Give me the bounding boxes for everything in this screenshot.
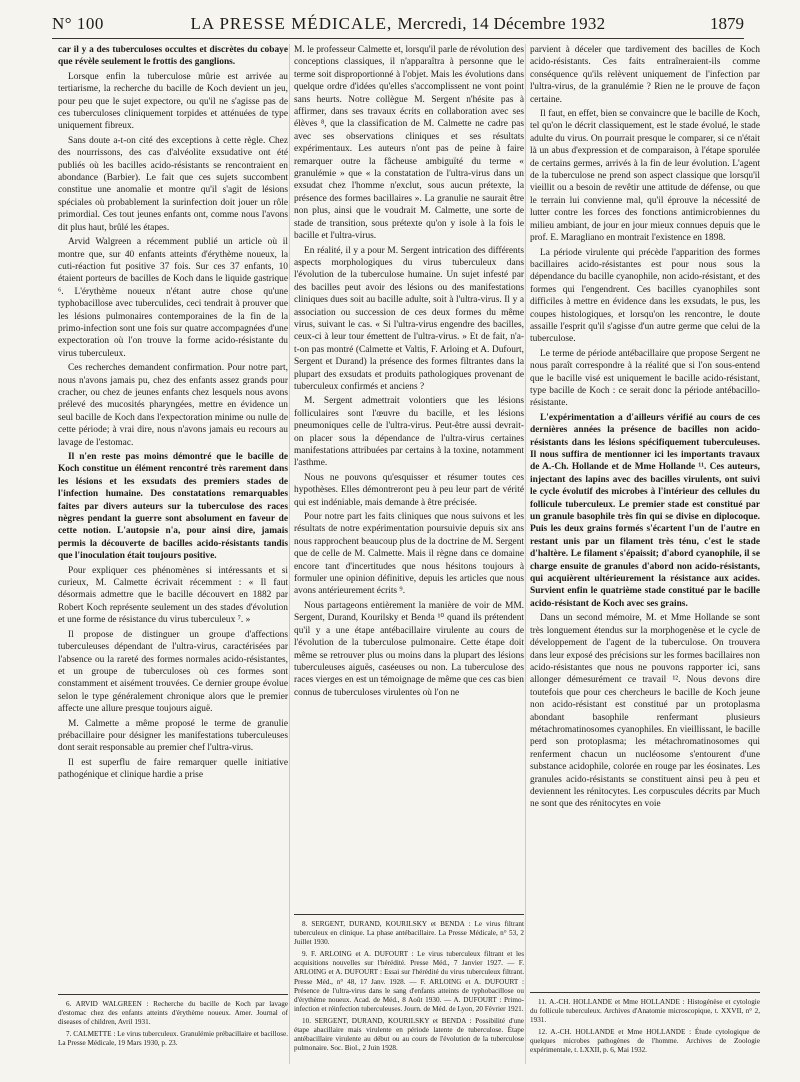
column-3 (530, 44, 760, 813)
footnotes-column-1 (58, 1000, 288, 1051)
footnote: 10. SERGENT, DURAND, KOURILSKY et BENDA : Possibilité d'une étape abacillaire mais virulente en période latente de tuberculose. Étape antébacillaire virulente au début ou au cours de l'évolution de la tuberculose pulmonaire. Soc. Biol., 2 Juin 1928. (294, 1016, 524, 1053)
paragraph: Il propose de distinguer un groupe d'affections tuberculeuses dépendant de l'ultra-virus, caractérisées par l'absence ou la rareté des formes normales acido-résistantes, et un groupe de tuberculoses où ces formes sont constamment et aisément trouvées. Ce dernier groupe évolue selon le type généralement chronique alors que le premier affecte une allure presque toujours aiguë. (58, 629, 288, 715)
column-divider (289, 44, 290, 1064)
paragraph: Ces recherches demandent confirmation. Pour notre part, nous n'avons jamais pu, chez des enfants assez grands pour cracher, ou chez de jeunes enfants chez lesquels nous avons prélevé des mucosités pharyngées, mettre en évidence un seul bacille de Koch dans l'expectoration minime ou nulle de cette période; à vrai dire, nous n'avons jamais eu recours au lavage de l'estomac. (58, 363, 288, 448)
paragraph: Il n'en reste pas moins démontré que le bacille de Koch constitue un élément rencontré très rarement dans les lésions et les exsudats des premiers stades de l'infection humaine. Des constatations remarquables faites par divers auteurs sur la tuberculose des races nègres pendant la guerre sont absolument en faveur de cette notion. L'autopsie n'a, pour ainsi dire, jamais permis la découverte de bacilles acido-résistants tandis que l'inoculation était toujours positive. (58, 452, 288, 562)
paragraph: Pour expliquer ces phénomènes si intéressants et si curieux, M. Calmette écrivait récemment : « Il faut désormais admettre que le bacille découvert en 1882 par Robert Koch représente seulement un des stades d'évolution et une forme de résistance du virus tuberculeux ⁷. » (58, 565, 288, 626)
paragraph: Il est superflu de faire remarquer quelle initiative pathogénique et clinique hardie a prise (58, 757, 288, 781)
footnote: 6. ARVID WALGREEN : Recherche du bacille de Koch par lavage d'estomac chez des enfants atteints d'érythème noueux. Amer. Journal of diseases of children, Avril 1931. (58, 1000, 288, 1027)
paragraph: M. Calmette a même proposé le terme de granulie prébacillaire pour désigner les manifestations tuberculeuses dont serait responsable au premier chef l'ultra-virus. (58, 718, 288, 754)
paragraph: Arvid Walgreen a récemment publié un article où il montre que, sur 40 enfants atteints d'érythème noueux, la cuti-réaction fut positive 37 fois. Sur ces 37 enfants, 10 étaient porteurs de bacilles de Koch dans le liquide gastrique ⁶. L'érythème noueux n'étant autre chose qu'une typhobacillose avec tuberculides, ceci tendrait à prouver que les lésions pulmonaires contemporaines de la fin de la primo-infection sont une fois sur quatre accompagnées d'une expectoration où l'on trouve la forme acido-résistante du virus tuberculeux. (58, 237, 288, 359)
footnotes-column-3 (530, 998, 760, 1059)
footnote: 9. F. ARLOING et A. DUFOURT : Le virus tuberculeux filtrant et les acquisitions nouvelles sur l'hérédité. Presse Méd., 7 Janvier 1927. — F. ARLOING et A. DUFOURT : Essai sur l'hérédité du virus tuberculeux filtrant. Presse Méd., n° 48, 17 Janv. 1928. — F. ARLOING et A. DUFOURT : Présence de l'ultra-virus dans le sang d'enfants atteints de typhobacillose ou d'érythème noueux. Acad. de Méd., 8 Août 1930. — A. DUFOURT : Primo-infection et réinfection tuberculeuses. Journ. de Méd. de Lyon, 20 Février 1921. (294, 950, 524, 1013)
issue-number: N° 100 (52, 14, 104, 33)
paragraph: Sans doute a-t-on cité des exceptions à cette règle. Chez des nourrissons, des cas d'alvéolite exsudative ont été publiés où les bacilles acido-résistants se rencontraient en abondance (Barbier). Le fait que ces sujets succombent constitue une anomalie et montre qu'il s'agit de lésions spéciales où probablement la surinfection doit jouer un rôle primordial. Ces tout jeunes enfants ont, comme nous l'avons dit plus haut, brûlé les étapes. (58, 135, 288, 233)
paragraph: M. le professeur Calmette et, lorsqu'il parle de révolution des conceptions classiques, il n'apparaîtra à personne que le terme soit disproportionné à l'objet. Mais les évolutions dans quelque ordre d'idées qu'elles s'accomplissent ne vont point sans heurts. Notre collègue M. Sergent n'hésite pas à affirmer, dans ses travaux écrits en collaboration avec ses élèves ⁸, que la classification de M. Calmette ne cadre pas avec ses observations cliniques et ses résultats expérimentaux. Les auteurs n'ont pas de peine à faire remarquer outre la fâcheuse ambiguïté du terme « granulémie » que « la constatation de l'ultra-virus dans un exsudat chez l'homme n'exclut, sous aucun prétexte, la présence des formes bacillaires ». La granulie ne saurait être non plus, ainsi que le voudrait M. Calmette, une sorte de stade de transition, sous prétexte qu'on y isole à la fois le bacille et l'ultra-virus. (294, 45, 524, 242)
paragraph: Lorsque enfin la tuberculose mûrie est arrivée au tertiarisme, la recherche du bacille de Koch devient un jeu, pour peu que le sujet expectore, ou qu'il ne s'agisse pas de ces tuberculoses cliniquement torpides et atténuées de type uniquement fibreux. (58, 71, 288, 132)
paragraph: Dans un second mémoire, M. et Mme Hollande se sont très longuement étendus sur la morphogenèse et le cycle de développement de l'agent de la tuberculose. On trouvera dans leur exposé des précisions sur les formes bacillaires non acido-résistantes que nous ne pouvons rapporter ici, sans allonger démesurément ce travail ¹². Nous devons dire toutefois que pour ces chercheurs le bacille de Koch jeune non acido-résistant est constitué par un protoplasma abondant basophile renfermant plusieurs métachromatinosomes cyanophiles. En vieillissant, le bacille perd son protoplasma; les métachromatinosomes qui renferment chacun un nucléosome s'entourent d'une substance acidophile, colorée en rouge par les éosinates. Les granules acido-résistants se constituent ainsi peu à peu et deviennent les rénitocytes. Les corpuscules décrits par Much ne sont que des rénitocytes en voie (530, 613, 760, 810)
paragraph: Nous ne pouvons qu'esquisser et résumer toutes ces hypothèses. Elles démontreront peu à peu leur part de vérité qui est indéniable, mais demande à être précisée. (294, 472, 524, 508)
paragraph: parvient à déceler que tardivement des bacilles de Koch acido-résistants. Ces faits entraîneraient-ils comme conséquence qu'ils relèvent uniquement de l'infection par l'ultra-virus, de la granulémie ? Rien ne le prouve de façon certaine. (530, 45, 760, 105)
column-divider (525, 44, 526, 1064)
journal-title: LA PRESSE MÉDICALE, (190, 14, 393, 33)
paragraph: Pour notre part les faits cliniques que nous suivons et les résultats de notre expérimentation poursuivie depuis six ans nous rapprochent beaucoup plus de la doctrine de M. Sergent que de celle de M. Calmette. Mais il règne dans ce domaine encore tant d'incertitudes que nous hésitons toujours à formuler une opinion définitive, depuis les articles que nous avons antérieurement écrits ⁹. (294, 512, 524, 597)
page-number: 1879 (710, 14, 744, 33)
footnote: 8. SERGENT, DURAND, KOURILSKY et BENDA : Le virus filtrant tuberculeux en clinique. La phase antébacillaire. La Presse Médicale, n° 53, 2 Juillet 1930. (294, 920, 524, 947)
paragraph: Il faut, en effet, bien se convaincre que le bacille de Koch, tel qu'on le décrit classiquement, est le stade évolué, le stade adulte du virus. On pourrait presque le comparer, si ce n'était là un abus d'expression et de comparaison, à l'étape sporulée de certains germes, arrivés à la fin de leur évolution. L'agent de la tuberculose ne prend son aspect classique que lorsqu'il vieillit ou a besoin de revêtir une attitude de défense, ou que le terrain lui convienne mal, qu'il éprouve la nécessité de lutter contre les forces des fonctions antimicrobiennes du milieu ambiant, de jour en jour mieux connues depuis que le prof. E. Maragliano en montrait l'existence en 1898. (530, 109, 760, 244)
footnote: 12. A.-CH. HOLLANDE et Mme HOLLANDE : Étude cytologique de quelques microbes pathogènes de l'homme. Archives de Zoologie expérimentale, t. LXXII, p. 6, Mai 1932. (530, 1028, 760, 1055)
paragraph: La période virulente qui précède l'apparition des formes bacillaires acido-résistantes est pour nous sous la dépendance du bacille cyanophile, non acido-résistant, et des formes qui l'engendrent. Ces bacilles cyanophiles sont difficiles à mettre en évidence dans les exsudats, le pus, les coupes histologiques, et lorsqu'on les rencontre, le doute assaille l'esprit qu'il s'agisse d'un autre germe que celui de la tuberculose. (530, 247, 760, 345)
page-header (52, 10, 744, 39)
paragraph: car il y a des tuberculoses occultes et discrètes du cobaye que révèle seulement le frottis des ganglions. (58, 45, 288, 68)
journal-title-line (52, 14, 744, 34)
paragraph: M. Sergent admettrait volontiers que les lésions folliculaires sont l'œuvre du bacille, et les lésions pneumoniques celle de l'ultra-virus. Peut-être aussi devrait-on placer sous la dépendance de l'ultra-virus certaines manifestations attribuées par certains à la toxine, notamment l'asthme. (294, 396, 524, 469)
paragraph: En réalité, il y a pour M. Sergent intrication des différents aspects morphologiques du virus tuberculeux dans l'évolution de la tuberculose humaine. Un sujet infesté par des bacilles peut avoir des lésions ou des manifestations cliniques dues soit au bacille adulte, soit à l'ultra-virus. Il y a association ou succession de ces deux formes du même virus, suivant le cas. « Si l'ultra-virus engendre des bacilles, ceux-ci à leur tour émettent de l'ultra-virus. » Et de fait, n'a-t-on pas montré (Calmette et Valtis, F. Arloing et A. Dufourt, Sergent et Durand) la présence des formes filtrantes dans la plupart des exsudats et produits pathologiques provenant de tuberculeux confirmés et anciens ? (294, 245, 524, 392)
column-2 (294, 44, 524, 701)
footnote: 7. CALMETTE : Le virus tuberculeux. Granulémie prébacillaire et bacillose. La Presse Médicale, 19 Mars 1930, p. 23. (58, 1030, 288, 1048)
column-1 (58, 44, 288, 784)
footnote-rule (530, 992, 760, 993)
paragraph: Nous partageons entièrement la manière de voir de MM. Sergent, Durand, Kourilsky et Benda ¹⁰ quand ils prétendent qu'il y a une étape antébacillaire virulente au cours de l'évolution de la tuberculose pulmonaire. Cette étape doit même se retrouver plus ou moins dans la plupart des lésions tuberculeuses aiguës, caséeuses ou non. La tuberculose des races vierges en est un témoignage de même que ces cas bien connus de tuberculoses virulentes où l'on ne (294, 600, 524, 698)
paragraph: Le terme de période antébacillaire que propose Sergent ne nous paraît correspondre à la réalité que si l'on sous-entend que le bacille visé est uniquement le bacille acido-résistant, type bacille de Koch : ce serait donc la période antébacillo-résistante. (530, 348, 760, 409)
footnotes-column-2 (294, 920, 524, 1056)
footnote-rule (294, 914, 524, 915)
issue-date: Mercredi, 14 Décembre 1932 (397, 14, 606, 33)
footnote: 11. A.-CH. HOLLANDE et Mme HOLLANDE : Histogénèse et cytologie du follicule tuberculeux. Archives d'Anatomie microscopique, t. XXVII, n° 2, 1931. (530, 998, 760, 1025)
footnote-rule (58, 994, 288, 995)
paragraph: L'expérimentation a d'ailleurs vérifié au cours de ces dernières années la présence de bacilles non acido-résistants dans les lésions spécifiquement tuberculeuses. Il nous suffira de mentionner ici les importants travaux de A.-Ch. Hollande et de Mme Hollande ¹¹. Ces auteurs, injectant des lapins avec des bacilles virulents, ont suivi le cycle évolutif des microbes à l'intérieur des cellules du follicule tuberculeux. Le premier stade est constitué par un granule basophile très fin qui se divise en diplocoque. Puis les deux grains formés s'écartent l'un de l'autre en restant unis par un filament très ténu, c'est le stade d'haltère. Le filament s'épaissit; d'abord cyanophile, il se charge ensuite de granules d'abord non acido-résistants, qui acquièrent ultérieurement la résistance aux acides. Survient enfin le quatrième stade constitué par le bacille acido-résistant de Koch avec ses grains. (530, 412, 760, 609)
